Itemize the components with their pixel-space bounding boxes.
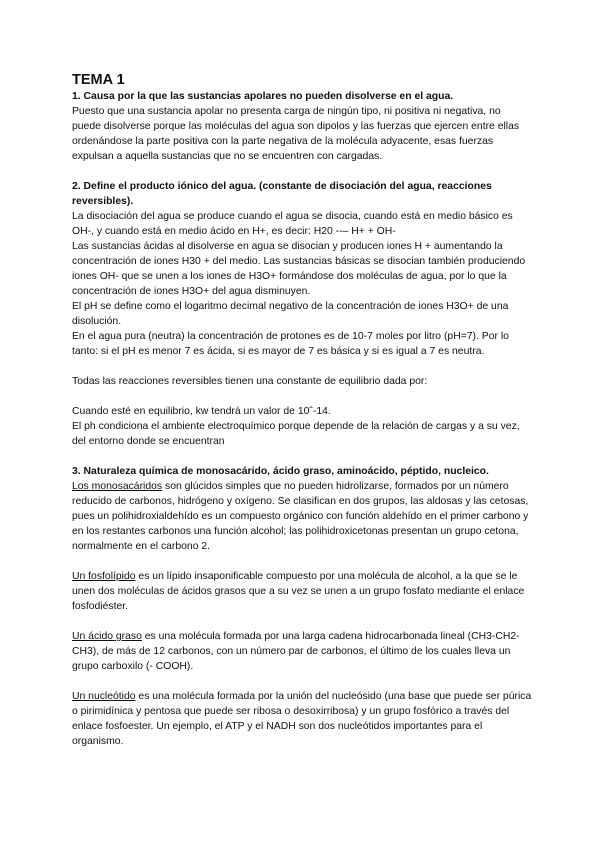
- question-2-paragraph-5: Todas las reacciones reversibles tienen una constante de equilibrio dada por:: [72, 376, 428, 387]
- spacer: [72, 389, 532, 404]
- nucleotido-paragraph: [72, 689, 532, 749]
- question-2-paragraph-6: Cuando esté en equilibrio, kw tendrá un valor de 10ˆ-14.: [72, 406, 331, 417]
- question-2-paragraph-2: Las sustancias ácidas al disolverse en agua se disocian y producen iones H + aumentando la concentración de iones H30 + del medio. Las sustancias básicas se disocian también produciendo iones OH- que se unen a los iones de H3O+ formándose dos moléculas de agua, por lo que la concentración de iones H3O+ del agua disminuyen.: [72, 241, 526, 297]
- monosacarido-term: Los monosacáridos: [72, 481, 163, 492]
- question-2-paragraph-4: En el agua pura (neutra) la concentración de protones es de 10-7 moles por litro (pH=7). Por lo tanto: si el pH es menor 7 es ácida, si es mayor de 7 es básica y si es igual a 7 es neutra.: [72, 331, 509, 357]
- spacer: [72, 164, 532, 179]
- question-2-heading: 2. Define el producto iónico del agua. (constante de disociación del agua, reacciones reversibles).: [72, 181, 492, 207]
- fosfolipido-paragraph: [72, 569, 532, 614]
- acido-graso-paragraph: [72, 629, 532, 674]
- monosacarido-text: son glúcidos simples que no pueden hidrolizarse, formados por un número reducido de carbonos, hidrógeno y oxígeno. Se clasifican en dos grupos, las aldosas y las cetosas, pues un polihidroxialdehído es un compuesto orgánico con función aldehído en el primer carbono y en los restantes carbonos una función alcohol; las polihidroxicetonas presentan un grupo cetona, normalmente en el carbono 2.: [72, 481, 529, 552]
- page-title: TEMA 1: [72, 72, 125, 88]
- question-2-paragraph-3: El pH se define como el logaritmo decimal negativo de la concentración de iones H3O+ de una disolución.: [72, 301, 509, 327]
- acido-graso-text: es una molécula formada por una larga cadena hidrocarbonada lineal (CH3-CH2-CH3), de más de 12 carbonos, con un número par de carbonos, el último de los cuales lleva un grupo carboxilo (- COOH).: [72, 631, 520, 672]
- spacer: [72, 674, 532, 689]
- nucleotido-term: Un nucleótido: [72, 691, 136, 702]
- spacer: [72, 554, 532, 569]
- monosacarido-paragraph: [72, 479, 532, 554]
- fosfolipido-text: es un lípido insaponificable compuesto por una molécula de alcohol, a la que se le unen dos moléculas de ácidos grasos que a su vez se unen a un grupo fosfato mediante el enlace fosfodiéster.: [72, 571, 525, 612]
- question-2-paragraph-7: El ph condiciona el ambiente electroquímico porque depende de la relación de cargas y a su vez, del entorno donde se encuentran: [72, 421, 520, 447]
- nucleotido-text: es una molécula formada por la unión del nucleósido (una base que puede ser púrica o pirimidínica y pentosa que puede ser ribosa o desoxirribosa) y un grupo fosfórico a través del enlace fosfoester. Un ejemplo, el ATP y el NADH son dos nucleótidos importantes para el organismo.: [72, 691, 532, 747]
- fosfolipido-term: Un fosfolípido: [72, 571, 136, 582]
- question-1-answer: Puesto que una sustancia apolar no presenta carga de ningún tipo, ni positiva ni negativa, no puede disolverse porque las moléculas del agua son dipolos y las fuerzas que ejercen entre ellas ordenándose la parte positiva con la parte negativa de la molécula adyacente, esas fuerzas expulsan a aquella sustancias que no se encuentren con cargadas.: [72, 106, 520, 162]
- acido-graso-term: Un ácido graso: [72, 631, 142, 642]
- question-1-heading: 1. Causa por la que las sustancias apolares no pueden disolverse en el agua.: [72, 91, 454, 102]
- question-2-paragraph-1: La disociación del agua se produce cuando el agua se disocia, cuando está en medio básico es OH-, y cuando está en medio ácido en H+, es decir: H20 --– H+ + OH-: [72, 211, 513, 237]
- spacer: [72, 359, 532, 374]
- spacer: [72, 449, 532, 464]
- document-content: [72, 72, 532, 749]
- spacer: [72, 614, 532, 629]
- question-3-heading: 3. Naturaleza química de monosacárido, ácido graso, aminoácido, péptido, nucleico.: [72, 466, 489, 477]
